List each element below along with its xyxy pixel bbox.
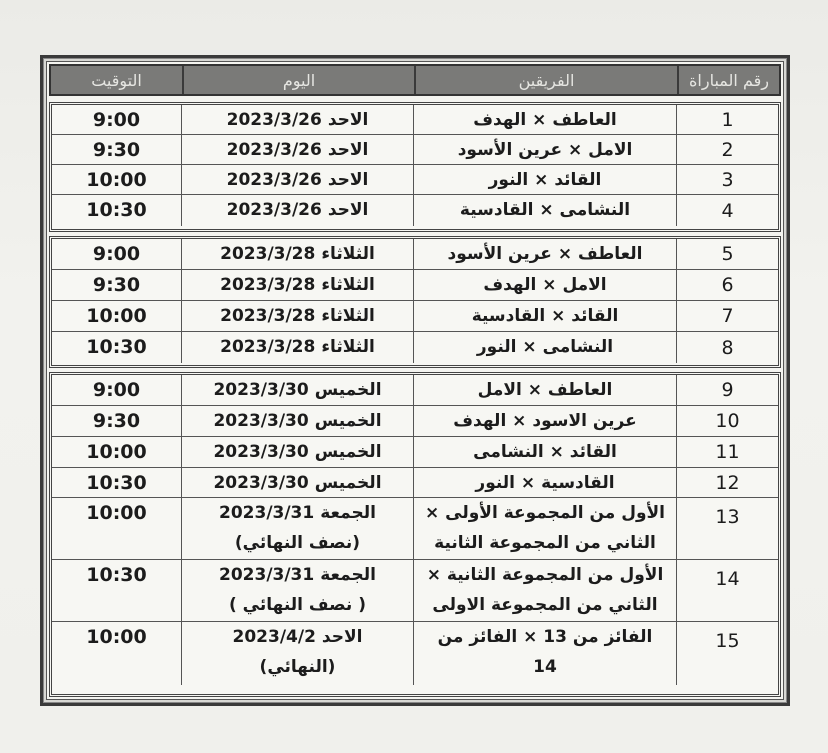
round-note: (النهائي) [259,657,336,677]
day-name: الاحد [327,170,369,190]
match-teams: القائد × النشامى [413,437,676,467]
table-row [52,135,778,165]
match-number: 4 [676,195,778,226]
match-time: 9:00 [92,109,141,131]
match-number: 6 [676,270,778,300]
table-row [52,195,778,226]
match-number: 14 [676,560,778,621]
table-row [52,498,778,560]
match-time: 10:00 [86,502,147,524]
match-day [181,406,413,436]
day-date: 2023/3/28 [220,337,316,357]
match-time: 10:00 [86,626,147,648]
day-name: الجمعة [320,503,376,523]
match-teams: النشامى × القادسية [413,195,676,226]
day-name: الثلاثاء [321,244,375,264]
match-day [181,165,413,194]
table-row [52,301,778,332]
match-teams: النشامى × النور [413,332,676,363]
match-time: 9:30 [92,139,141,161]
group-2 [49,236,781,368]
group-1 [49,102,781,232]
schedule-table [40,55,790,706]
match-number: 15 [676,622,778,685]
day-name: الاحد [327,110,369,130]
match-number: 3 [676,165,778,194]
day-name: الثلاثاء [321,306,375,326]
match-day [181,301,413,331]
match-time: 10:00 [86,169,147,191]
match-day [181,437,413,467]
table-row [52,406,778,437]
day-name: الاحد [327,200,369,220]
day-date: 2023/3/30 [213,380,309,400]
match-time: 10:30 [86,199,147,221]
match-day [181,498,413,559]
day-name: الخميس [314,473,382,493]
day-date: 2023/3/26 [226,140,322,160]
day-date: 2023/3/28 [220,244,316,264]
day-date: 2023/3/26 [226,200,322,220]
header-teams: الفريقين [414,66,677,94]
table-row [52,239,778,270]
match-number: 10 [676,406,778,436]
match-number: 1 [676,105,778,134]
table-row [52,105,778,135]
match-number: 5 [676,239,778,269]
day-name: الخميس [314,380,382,400]
match-day [181,135,413,164]
day-date: 2023/3/28 [220,306,316,326]
match-day [181,622,413,685]
match-time: 9:00 [92,379,141,401]
day-date: 2023/3/31 [219,503,315,523]
day-name: الاحد [327,140,369,160]
match-day [181,468,413,497]
round-note: ( نصف النهائي ) [228,595,366,615]
match-time: 10:30 [86,472,147,494]
match-teams: الأول من المجموعة الثانية × الثاني من المجموعة الاولى [413,560,676,621]
match-teams: القائد × القادسية [413,301,676,331]
day-date: 2023/3/26 [226,110,322,130]
match-time: 9:00 [92,243,141,265]
match-day [181,375,413,405]
day-date: 2023/3/28 [220,275,316,295]
match-number: 11 [676,437,778,467]
group-3 [49,372,781,697]
match-teams: الأول من المجموعة الأولى × الثاني من المجموعة الثانية [413,498,676,559]
day-name: الثلاثاء [321,337,375,357]
match-day [181,195,413,226]
day-name: الثلاثاء [321,275,375,295]
table-header [49,64,781,96]
table-row [52,468,778,498]
match-time: 10:30 [86,336,147,358]
match-number: 13 [676,498,778,559]
match-number: 9 [676,375,778,405]
match-time: 9:30 [92,274,141,296]
match-teams: العاطف × عرين الأسود [413,239,676,269]
table-row [52,270,778,301]
match-day [181,332,413,363]
header-match-no: رقم المباراة [677,66,779,94]
day-date: 2023/3/30 [213,411,309,431]
match-teams: العاطف × الامل [413,375,676,405]
day-date: 2023/4/2 [232,627,316,647]
match-day [181,560,413,621]
table-row [52,437,778,468]
table-row [52,375,778,406]
match-number: 7 [676,301,778,331]
match-teams: القائد × النور [413,165,676,194]
day-date: 2023/3/31 [219,565,315,585]
match-teams: القادسية × النور [413,468,676,497]
day-name: الجمعة [320,565,376,585]
day-date: 2023/3/30 [213,473,309,493]
match-day [181,239,413,269]
table-row [52,622,778,685]
match-day [181,270,413,300]
match-time: 10:00 [86,305,147,327]
match-time: 10:30 [86,564,147,586]
day-name: الخميس [314,442,382,462]
table-row [52,332,778,363]
day-name: الاحد [321,627,363,647]
match-number: 2 [676,135,778,164]
day-date: 2023/3/26 [226,170,322,190]
match-time: 9:30 [92,410,141,432]
match-teams: الامل × عرين الأسود [413,135,676,164]
match-teams: الامل × الهدف [413,270,676,300]
day-date: 2023/3/30 [213,442,309,462]
match-day [181,105,413,134]
round-note: (نصف النهائي) [234,533,361,553]
table-row [52,560,778,622]
day-name: الخميس [314,411,382,431]
table-row [52,165,778,195]
header-day: اليوم [182,66,414,94]
match-number: 12 [676,468,778,497]
match-time: 10:00 [86,441,147,463]
match-teams: العاطف × الهدف [413,105,676,134]
match-number: 8 [676,332,778,363]
match-teams: عرين الاسود × الهدف [413,406,676,436]
header-time: التوقيت [91,70,142,90]
match-teams: الفائز من 13 × الفائز من 14 [413,622,676,685]
